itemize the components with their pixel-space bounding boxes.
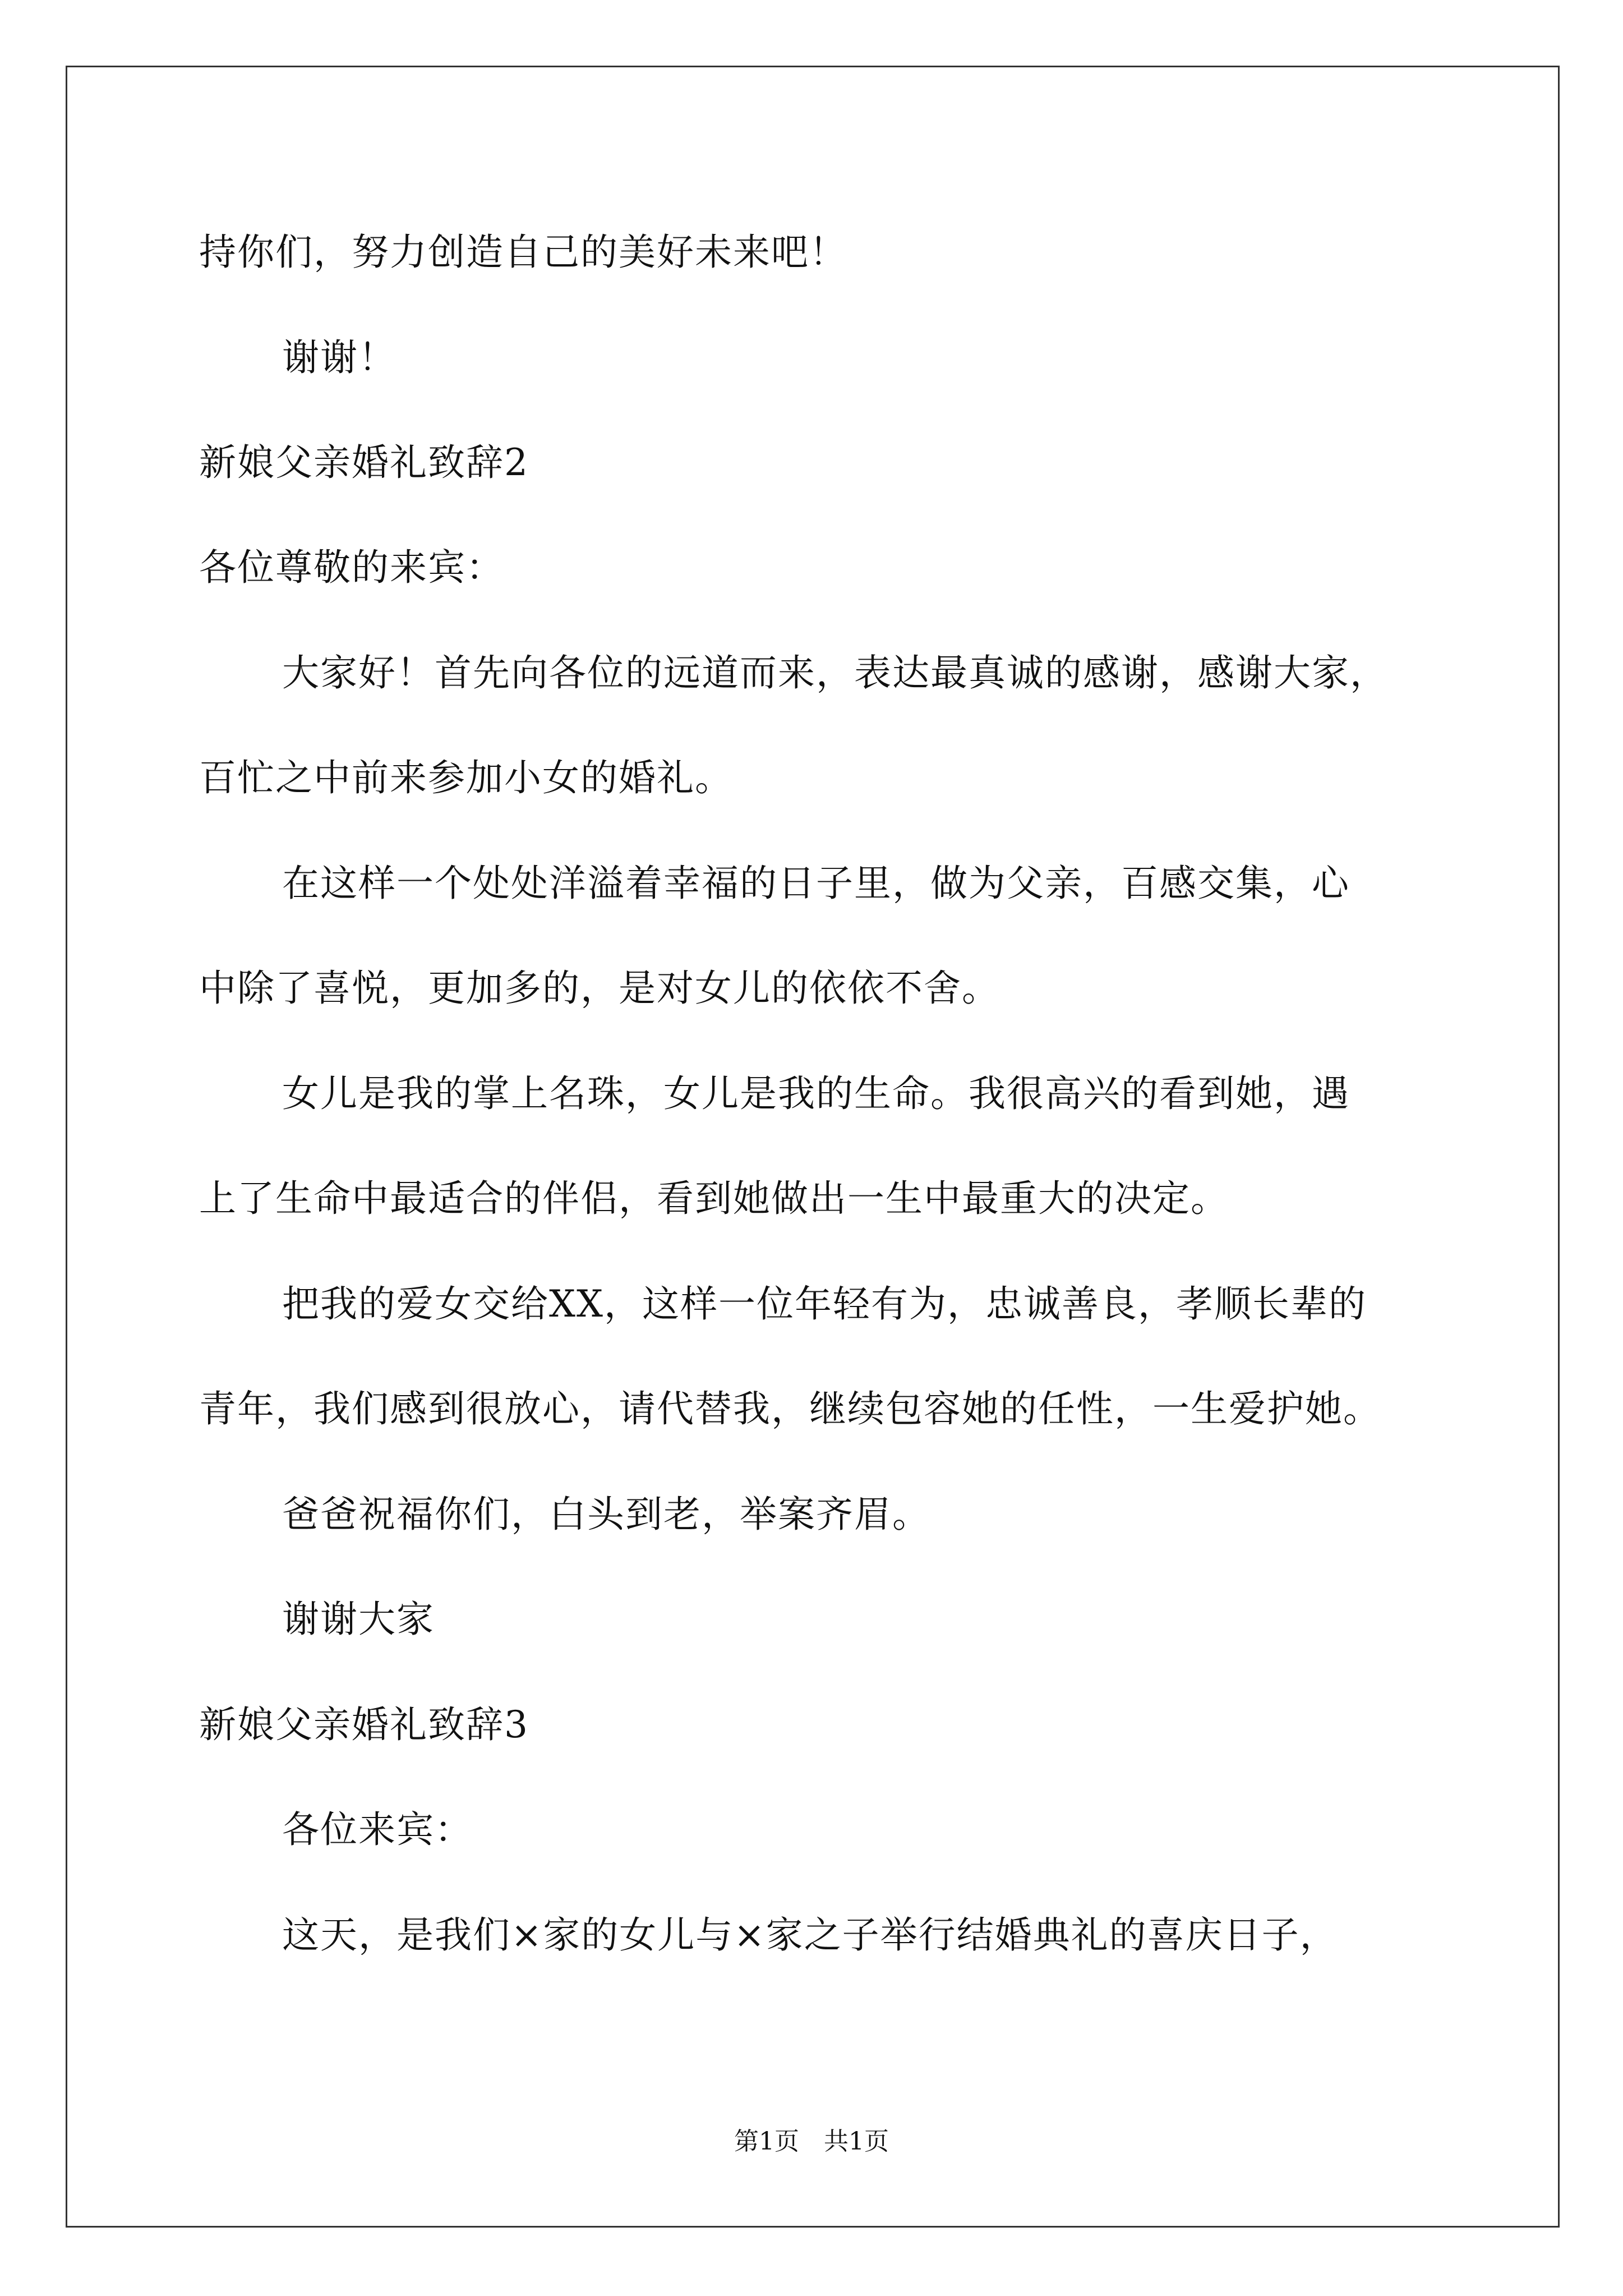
section-heading: 新娘父亲婚礼致辞2 [199, 441, 529, 484]
text-line: 谢谢！ [282, 336, 396, 379]
text-line: 大家好！首先向各位的远道而来，表达最真诚的感谢，感谢大家， [282, 651, 1388, 694]
salutation: 各位来宾： [282, 1808, 473, 1851]
text-line: 在这样一个处处洋溢着幸福的日子里，做为父亲，百感交集，心 [282, 862, 1350, 905]
text-line: 持你们，努力创造自己的美好未来吧！ [199, 231, 847, 274]
text-line: 这天，是我们×家的女儿与×家之子举行结婚典礼的喜庆日子， [282, 1913, 1338, 1957]
page-border [66, 66, 1560, 2228]
text-line: 上了生命中最适合的伴侣，看到她做出一生中最重大的决定。 [199, 1177, 1229, 1220]
text-line: 谢谢大家 [282, 1598, 435, 1641]
text-line: 中除了喜悦，更加多的，是对女儿的依依不舍。 [199, 967, 1000, 1010]
page-footer: 第1页 共1页 [734, 2127, 889, 2156]
text-line: 把我的爱女交给XX，这样一位年轻有为，忠诚善良，孝顺长辈的 [282, 1282, 1367, 1326]
text-line: 百忙之中前来参加小女的婚礼。 [199, 756, 733, 799]
section-heading: 新娘父亲婚礼致辞3 [199, 1703, 529, 1746]
text-line: 爸爸祝福你们，白头到老，举案齐眉。 [282, 1493, 930, 1536]
salutation: 各位尊敬的来宾： [199, 546, 504, 589]
text-line: 女儿是我的掌上名珠，女儿是我的生命。我很高兴的看到她，遇 [282, 1072, 1350, 1115]
text-line: 青年，我们感到很放心，请代替我，继续包容她的任性，一生爱护她。 [199, 1387, 1381, 1430]
